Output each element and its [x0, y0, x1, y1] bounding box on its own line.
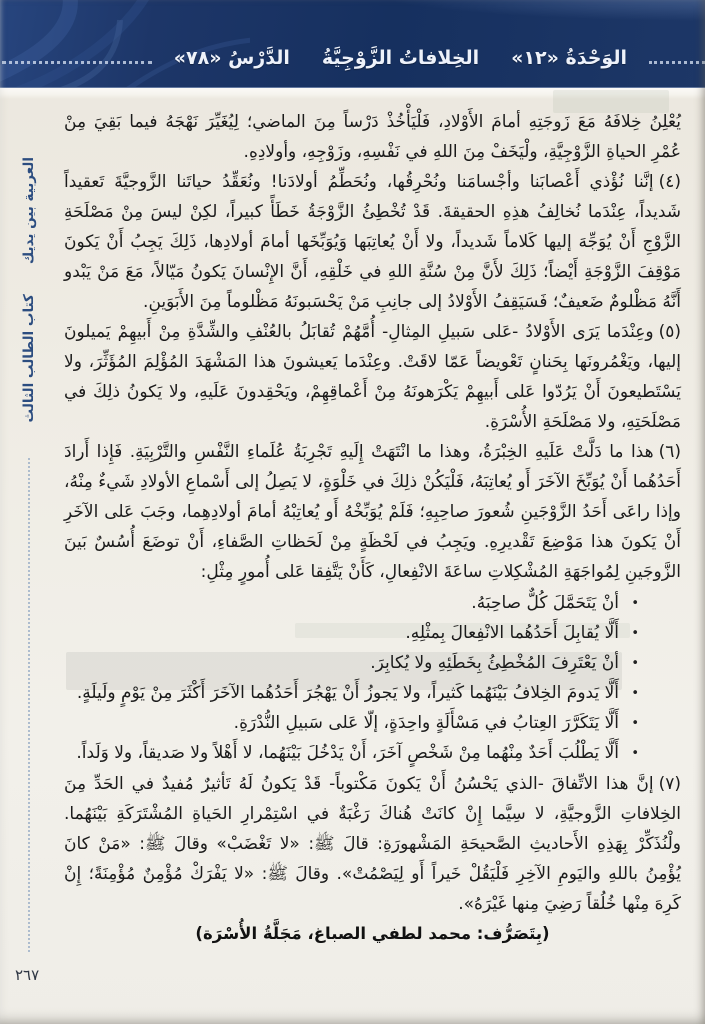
- paragraph-text: وعِنْدَما يَرَى الأَوْلادُ -عَلى سَبيلِ المِثالِ- أُمَّهُمْ تُقابَلُ بالعُنْفِ والشِّدَّةِ مِنْ أَبيهِمْ يَميلونَ إليها، ويَغْمُرونَها بِحَنانٍ تَعْويضاً عَمّا لاقَتْ. وعِنْدَما يَعيشونَ هذا المَشْهَدَ المُؤْلِمَ المُؤَثِّرَ، ولا يَسْتَطيعونَ أَنْ يَرُدّوا عَلى أَبيهِمْ يَكْرَهونَهُ مِنْ أَعْماقِهِمْ، ويَحْقِدونَ عَلَيهِ، ولا يَكونُ ذلِكَ في مَصْلَحَتِهِ، ولا مَصْلَحَةِ الأُسْرَةِ.: [64, 322, 681, 432]
- paragraph-number: (٥): [658, 322, 681, 342]
- list-item-text: أَلَّا يَتَكَرَّرَ العِتابُ في مَسْأَلَةٍ واحِدَةٍ، إلّا عَلى سَبيلِ النُّدْرَةِ.: [233, 713, 619, 733]
- list-item-text: أَلَّا يَدومَ الخِلافُ بَيْنَهُما كَثيراً، ولا يَجوزُ أَنْ يَهْجُرَ أَحَدُهُما الآخَرَ أَكْثَرَ مِنْ يَوْمٍ ولَيلَةٍ.: [76, 683, 619, 703]
- book-spine-text: [12, 157, 46, 952]
- list-item: [64, 648, 639, 678]
- list-item-text: أَلَّا يَطْلُبَ أَحَدٌ مِنْهُما مِنْ شَخْصٍ آخَرَ، أَنْ يَدْخُلَ بَيْنَهُما، لا أَهْلاً ولا صَديقاً، ولا وَلَداً.: [76, 743, 619, 763]
- paragraph-number: (٧): [658, 774, 681, 794]
- page-number: ٢٦٧: [15, 966, 40, 984]
- list-item-text: أنْ يَعْتَرِفَ المُخْطِئُ بِخَطَئِهِ ولا يُكابِرَ.: [370, 653, 619, 673]
- list-item: [64, 738, 639, 768]
- paragraph-7: [64, 769, 681, 919]
- book-title: كتاب الطالب الثالث: [21, 294, 37, 423]
- header-bottom-strip: [0, 88, 705, 99]
- page-header: [0, 0, 705, 88]
- source-attribution: (بِتَصَرُّف: محمد لطفي الصباغ، مَجَلَّةُ الأُسْرَة): [195, 924, 550, 943]
- list-item: [64, 588, 639, 618]
- paragraph-text: إنَّ هذا الاتِّفاقَ -الذي يَحْسُنُ أَنْ يَكونَ مَكْتوباً- قَدْ يَكونُ لَهُ تَأثيرٌ مُفيدٌ في الحَدِّ مِنَ الخِلافاتِ الزَّوجيَّةِ، لا سِيَّما إِنْ كانَتْ هُناكَ رَغْبَةٌ في اسْتِمْرارِ الحَياةِ المُشْتَرَكَةِ بَيْنَهُما. ولْنُذَكِّرْ بِهَذِهِ الأَحاديثِ الصَّحيحَةِ المَشْهورَةِ: قالَ ﷺ: «لا تَغْضَبْ» وقالَ ﷺ: «مَنْ كانَ يُؤْمِنُ باللهِ واليَومِ الآخِرِ فَلْيَقُلْ خَيراً أَو لِيَصْمُتْ». وقالَ ﷺ: «لا يَفْرَكْ مُؤْمِنٌ مُؤْمِنَةً؛ إِنْ كَرِهَ مِنْها خُلُقاً رَضِيَ مِنها غَيْرَهُ».: [64, 774, 681, 914]
- header-dotted-rule-right: [649, 61, 705, 64]
- paragraph-text: إنَّنا نُؤْذي أَعْصابَنا وأجْسامَنا ونُحْرِقُها، ونُحَطِّمُ أولادَنا! ونُعَقِّدُ حياتَنا الزَّوجيَّةَ تَعقيداً شَديداً، عِنْدَما نُخالِفُ هذِهِ الحقيقةَ. قَدْ تُخْطِئُ الزَّوْجَةُ خَطَأً كبيراً، لكِنْ ليسَ مِنْ مَصْلَحَةِ الزَّوْجِ أَنْ يُوَجِّهَ إليها كَلاماً شَديداً، ولا أَنْ يُعاتِبَها وَيُوَبِّخَها أمامَ أولادِها، ذَلِكَ يَجِبُ أَنْ يَكونَ مَوْقِفَ الزَّوْجَةِ أَيْضاً؛ ذَلِكَ لأَنَّ مِنْ سُنَّةِ اللهِ في خَلْقِهِ، أَنَّ الإِنْسانَ يَكونُ مَيّالاً، مَعَ مَنْ يَبْدو أَنَّهُ مَظْلومٌ ضَعيفٌ؛ فَسَيَقِفُ الأَوْلادُ إلى جانِبِ مَنْ يَحْسَبونَهُ مَظْلوماً مِنَ الأَبَوَينِ.: [64, 172, 681, 312]
- agreement-points-list: [64, 588, 681, 768]
- list-item-text: أَلَّا يُقابِلَ أَحَدُهُما الانْفِعالَ بِمثْلِهِ.: [405, 623, 619, 643]
- header-dotted-rule-left: [2, 61, 152, 64]
- list-item: [64, 708, 639, 738]
- paragraph-number: (٤): [658, 172, 681, 192]
- paragraph-6: [64, 437, 681, 587]
- lesson-title: الخِلافاتُ الزَّوْجِيَّةُ: [321, 47, 480, 69]
- lesson-text: [64, 107, 681, 949]
- list-item: [64, 618, 639, 648]
- paragraph-number: (٦): [658, 442, 681, 462]
- paragraph-text: هذا ما دَلَّتْ عَلَيهِ الخِبْرَةُ، وهذا ما انْتَهَتْ إِلَيهِ تَجْرِبَةُ عُلَماءِ النَّفْسِ والتَّرْبِيَةِ. فَإِذا أَرادَ أَحَدُهُما أَنْ يُوَبِّخَ الآخَرَ أَو يُعاتِبَهُ، فَلْيَكُنْ ذلِكَ في خَلْوَةٍ، لا يَصِلُ إلى أَسْماعِ الأولادِ شَيءٌ مِنْهُ، وإذا راعَى أَحَدُ الزَّوْجَينِ شُعورَ صاحِبِهِ؛ فَلَمْ يُوَبِّخْهُ أَو يُعاتِبْهُ أمامَ أولادِهِما، وجَبَ عَلى الآخَرِ أَنْ يَكونَ هذا مَوْضِعَ تَقْديرِهِ. ويَجِبُ في لَحْظَةٍ مِنْ لَحَظاتِ الصَّفاءِ، أَنْ توضَعَ أُسُسٌ بَينَ الزَّوجَينِ لِمُواجَهَةِ المُشْكِلاتِ ساعَةَ الانْفِعالِ، كَأَنْ يَتَّفِقا عَلى أُمورٍ مِثْلِ:: [64, 442, 681, 582]
- paragraph-4: [64, 167, 681, 317]
- series-title: العربية بين يديك: [21, 157, 37, 265]
- lesson-label: الدَّرْسُ «٧٨»: [173, 47, 290, 69]
- list-item-text: أنْ يَتَحَمَّلَ كُلٌّ صاحِبَهُ.: [471, 593, 619, 613]
- intro-paragraph: يُعْلِنُ خِلافَهُ مَعَ زَوجَتِهِ أمامَ الأَوْلادِ، فَلْيَأْخُذْ دَرْساً مِنَ الماضي؛ لِيُغَيِّرَ نَهْجَهُ فيما بَقِيَ مِنْ عُمْرِ الحياةِ الزَّوْجِيَّةِ، ولْيَخَفْ مِنَ اللهِ في نَفْسِهِ، وزَوْجِهِ، وأولادِهِ.: [64, 112, 681, 162]
- paragraph-5: [64, 317, 681, 437]
- spine-dotted-rule: [28, 458, 30, 952]
- list-item: [64, 678, 639, 708]
- header-row: [0, 42, 705, 74]
- unit-label: الوَحْدَةُ «١٢»: [511, 47, 627, 69]
